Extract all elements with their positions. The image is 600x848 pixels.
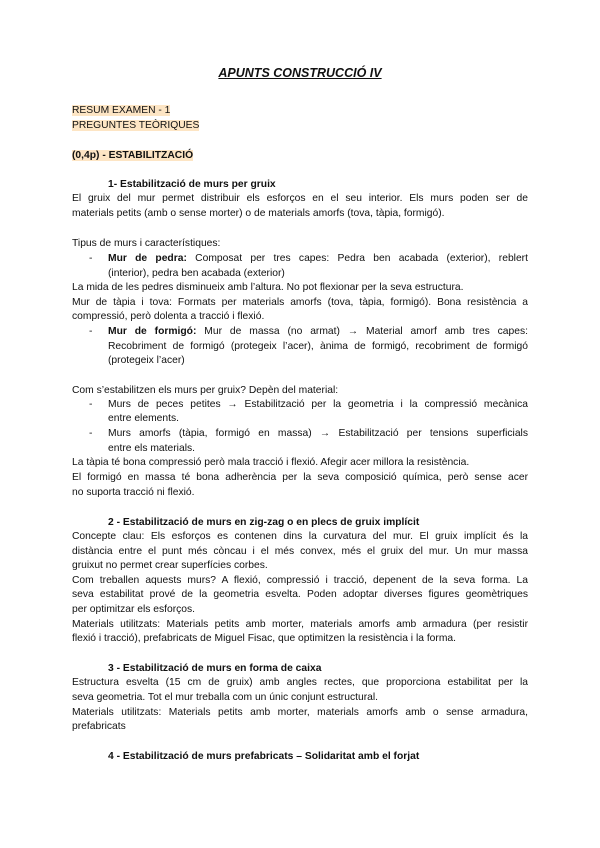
document-title: APUNTS CONSTRUCCIÓ IV xyxy=(218,66,382,80)
s2-para: Com treballen aquests murs? A flexió, compressió i tracció, depenent de la seva forma. La xyxy=(72,575,528,586)
questions-label: PREGUNTES TEÒRIQUES xyxy=(72,120,200,131)
pedra-bullet: Mur de pedra: Composat per tres capes: Pedra ben acabada (exterior), reblert xyxy=(108,253,528,264)
bullet-dash: - xyxy=(89,326,93,337)
s1-para: materials petits (amb o sense morter) o de materials amorfs (tova, tàpia, formigó). xyxy=(72,208,445,219)
section-heading: (0,4p) - ESTABILITZACIÓ xyxy=(72,150,194,161)
s1-para: El gruix del mur permet distribuir els esforços en el seu interior. Els murs poden ser de xyxy=(72,193,528,204)
bullet-dash: - xyxy=(89,428,93,439)
amorphous-bullet: Murs amorfs (tàpia, formigó en massa) → Estabilització per tensions superficials xyxy=(108,428,528,439)
pedra-bullet-cont: (interior), pedra ben acabada (exterior) xyxy=(108,268,285,279)
s2-para: seva estabilitat prové de la geometria esvelta. Poden adoptar diverses figures geomètriques xyxy=(72,589,528,600)
formigo-bullet: Mur de formigó: Mur de massa (no armat) → Material amorf amb tres capes: xyxy=(108,326,528,337)
types-intro: Tipus de murs i característiques: xyxy=(72,238,221,249)
s2-para: distància entre el punt més còncau i el més convex, més el gruix del mur. Un mur massa xyxy=(72,546,528,557)
s3-para: prefabricats xyxy=(72,721,126,732)
s2-para: gruixut no permet crear superfícies corbes. xyxy=(72,560,268,571)
s2-para: flexió i tracció), prefabricats de Miguel Fisac, que optimitzen la resistència i la forma. xyxy=(72,633,457,644)
pedra-note: La mida de les pedres disminueix amb l’altura. No pot flexionar per la seva estructura. xyxy=(72,282,464,293)
exam-label: RESUM EXAMEN - 1 xyxy=(72,105,171,116)
s3-para: Estructura esvelta (15 cm de gruix) amb angles rectes, que proporciona estabilitat per la xyxy=(72,677,528,688)
formigo-bullet-cont: (protegeix l’acer) xyxy=(108,355,185,366)
formigo-bullet-cont: Recobriment de formigó (protegeix l’acer), ànima de formigó, recobriment de formigó xyxy=(108,341,528,352)
s2-para: Materials utilitzats: Materials petits amb morter, materials amorfs amb armadura (per resistir xyxy=(72,619,528,630)
tapia-para: Mur de tàpia i tova: Formats per materials amorfs (tova, tàpia, formigó). Bona resistència a xyxy=(72,297,528,308)
formigo-note-cont: no suporta tracció ni flexió. xyxy=(72,487,195,498)
s2-para: Concepte clau: Els esforços es contenen dins la curvatura del mur. El gruix implícit és la xyxy=(72,531,528,542)
s4-heading: 4 - Estabilització de murs prefabricats – Solidaritat amb el forjat xyxy=(108,751,420,762)
formigo-note: El formigó en massa té bona adherència per la seva composició química, però sense acer xyxy=(72,472,528,483)
s2-para: per optimitzar els esforços. xyxy=(72,604,196,615)
small-pieces-bullet: Murs de peces petites → Estabilització per la geometria i la compressió mecànica xyxy=(108,399,528,410)
bullet-dash: - xyxy=(89,253,93,264)
s1-heading: 1- Estabilització de murs per gruix xyxy=(108,179,276,190)
bullet-dash: - xyxy=(89,399,93,410)
s3-para: Materials utilitzats: Materials petits amb morter, materials amorfs amb o sense armadura, xyxy=(72,707,528,718)
stabilize-question: Com s’estabilitzen els murs per gruix? Depèn del material: xyxy=(72,385,339,396)
small-pieces-bullet-cont: entre elements. xyxy=(108,413,179,424)
s2-heading: 2 - Estabilització de murs en zig-zag o en plecs de gruix implícit xyxy=(108,517,420,528)
s3-heading: 3 - Estabilització de murs en forma de caixa xyxy=(108,663,322,674)
amorphous-bullet-cont: entre els materials. xyxy=(108,443,195,454)
s3-para: seva geometria. Tot el mur treballa com un únic conjunt estructural. xyxy=(72,692,379,703)
tapia-note: La tàpia té bona compressió però mala tracció i flexió. Afegir acer millora la resistència. xyxy=(72,457,470,468)
tapia-para-cont: compressió, però dolenta a tracció i flexió. xyxy=(72,311,265,322)
